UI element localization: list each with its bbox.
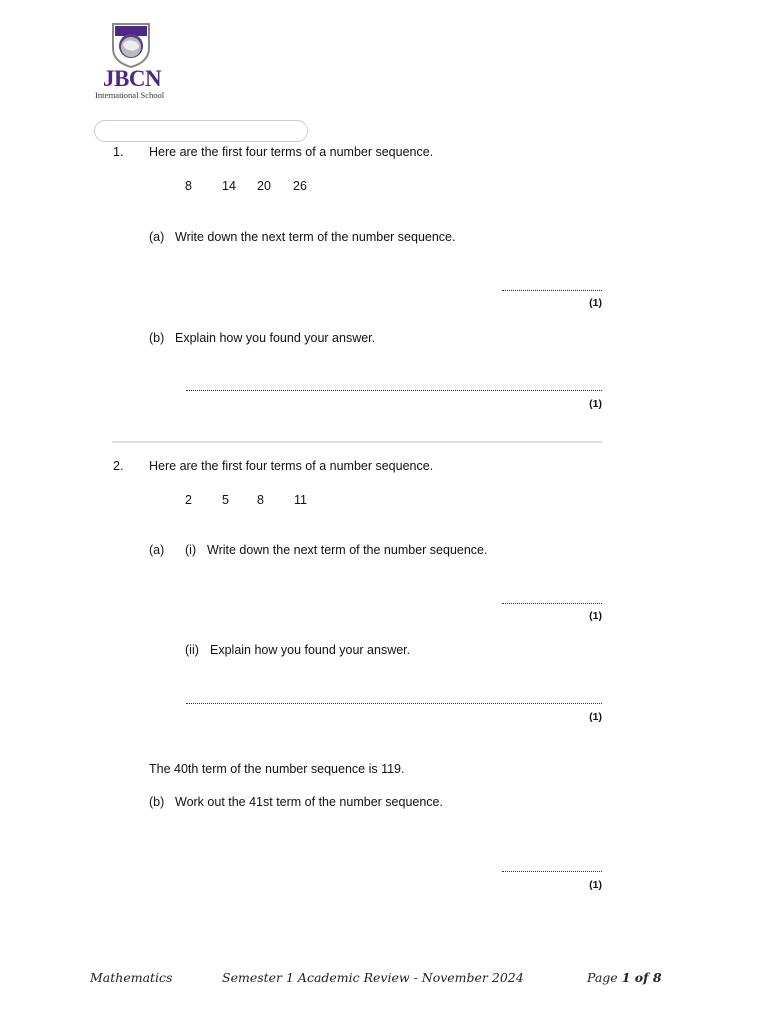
marks: (1) — [589, 398, 602, 410]
answer-line[interactable] — [186, 703, 602, 704]
part-text: Write down the next term of the number sequence. — [175, 230, 456, 244]
sequence-term: 26 — [293, 179, 307, 193]
question-intro: Here are the first four terms of a number sequence. — [149, 145, 434, 159]
page-total: 8 — [652, 970, 662, 985]
answer-line[interactable] — [186, 390, 602, 391]
sequence-term: 8 — [257, 493, 264, 507]
footer-subject: Mathematics — [90, 970, 173, 985]
part-label: (b) — [149, 331, 165, 345]
footer-exam: Semester 1 Academic Review - November 2024 — [222, 970, 524, 985]
question-intro: Here are the first four terms of a number sequence. — [149, 459, 434, 473]
school-name: JBCN — [103, 66, 162, 91]
marks: (1) — [589, 879, 602, 891]
sequence-term: 2 — [185, 493, 192, 507]
part-label: (a) — [149, 230, 165, 244]
subpart-label: (i) — [185, 543, 197, 557]
part-label: (b) — [149, 795, 165, 809]
answer-line[interactable] — [502, 871, 602, 872]
redacted-field — [94, 120, 308, 142]
page-number — [587, 970, 662, 985]
sequence-term: 8 — [185, 179, 192, 193]
page-of: of — [630, 970, 653, 985]
statement-text: The 40th term of the number sequence is 119. — [149, 762, 405, 776]
question-number: 2. — [113, 459, 124, 473]
marks: (1) — [589, 297, 602, 309]
part-label: (a) — [149, 543, 165, 557]
sequence-term: 11 — [294, 493, 307, 507]
marks: (1) — [589, 610, 602, 622]
page-prefix: Page — [587, 970, 622, 985]
crest-icon — [111, 22, 151, 68]
part-text: Explain how you found your answer. — [175, 331, 376, 345]
subpart-label: (ii) — [185, 643, 199, 657]
page-current: 1 — [621, 970, 631, 985]
question-number: 1. — [113, 145, 124, 159]
sequence-term: 5 — [222, 493, 229, 507]
marks: (1) — [589, 711, 602, 723]
sequence-term: 14 — [222, 179, 236, 193]
answer-line[interactable] — [502, 603, 602, 604]
part-text: Write down the next term of the number sequence. — [207, 543, 488, 557]
school-subtitle: International School — [95, 90, 165, 100]
part-text: Work out the 41st term of the number sequence. — [175, 795, 443, 809]
sequence-term: 20 — [257, 179, 271, 193]
answer-line[interactable] — [502, 290, 602, 291]
part-text: Explain how you found your answer. — [210, 643, 411, 657]
question-separator — [112, 441, 602, 443]
